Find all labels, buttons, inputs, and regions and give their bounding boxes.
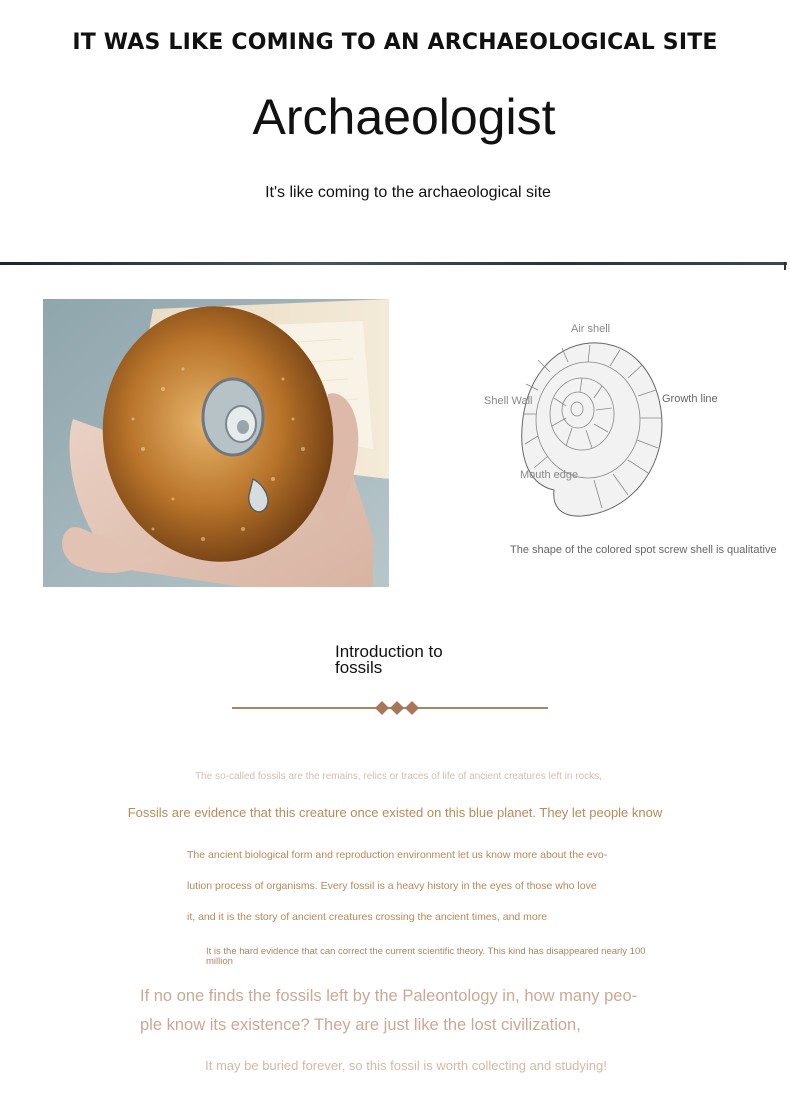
page-subtitle: It's like coming to the archaeological site	[265, 184, 551, 201]
paragraph-closing: It may be buried forever, so this fossil is worth collecting and studying!	[205, 1058, 607, 1073]
diamond-icon	[390, 701, 404, 715]
paragraph-line: it, and it is the story of ancient creatures crossing the ancient times, and more	[187, 911, 548, 923]
paragraph-line: ple know its existence? They are just like the lost civilization,	[140, 1016, 581, 1034]
paragraph-line: If no one finds the fossils left by the Paleontology in, how many peo-	[140, 987, 638, 1005]
diamond-icon	[375, 701, 389, 715]
top-heading: IT WAS LIKE COMING TO AN ARCHAEOLOGICAL SITE	[72, 30, 718, 55]
page-title: Archaeologist	[252, 89, 556, 145]
diagram-caption: The shape of the colored spot screw shell is qualitative	[510, 544, 777, 556]
paragraph-remains: The so-called fossils are the remains, relics or traces of life of ancient creatures left in rocks,	[195, 771, 602, 782]
diamond-icon	[405, 701, 419, 715]
section-title	[335, 644, 495, 676]
section-divider	[0, 262, 787, 265]
divider-end-mark	[784, 262, 786, 270]
section-title-line2: fossils	[335, 658, 383, 677]
section-title-line1: Introduction to	[335, 642, 443, 661]
paragraph-line: lution process of organisms. Every fossil is a heavy history in the eyes of those who love	[187, 880, 597, 892]
label-growth-line: Growth line	[662, 393, 718, 405]
ammonite-diagram	[470, 310, 790, 570]
paragraph-hard-evidence: It is the hard evidence that can correct the current scientific theory. This kind has disappeared nearly 100 million	[206, 946, 646, 967]
paragraph-line: The ancient biological form and reproduction environment let us know more about the evo-	[187, 849, 608, 861]
label-air-shell: Air shell	[571, 323, 611, 335]
ammonite-photo	[43, 299, 389, 587]
paragraph-evidence: Fossils are evidence that this creature once existed on this blue planet. They let people know	[127, 805, 663, 820]
label-shell-wall: Shell Wall	[484, 395, 533, 407]
ornament-divider	[232, 698, 548, 718]
label-mouth-edge: Mouth edge	[520, 469, 579, 481]
